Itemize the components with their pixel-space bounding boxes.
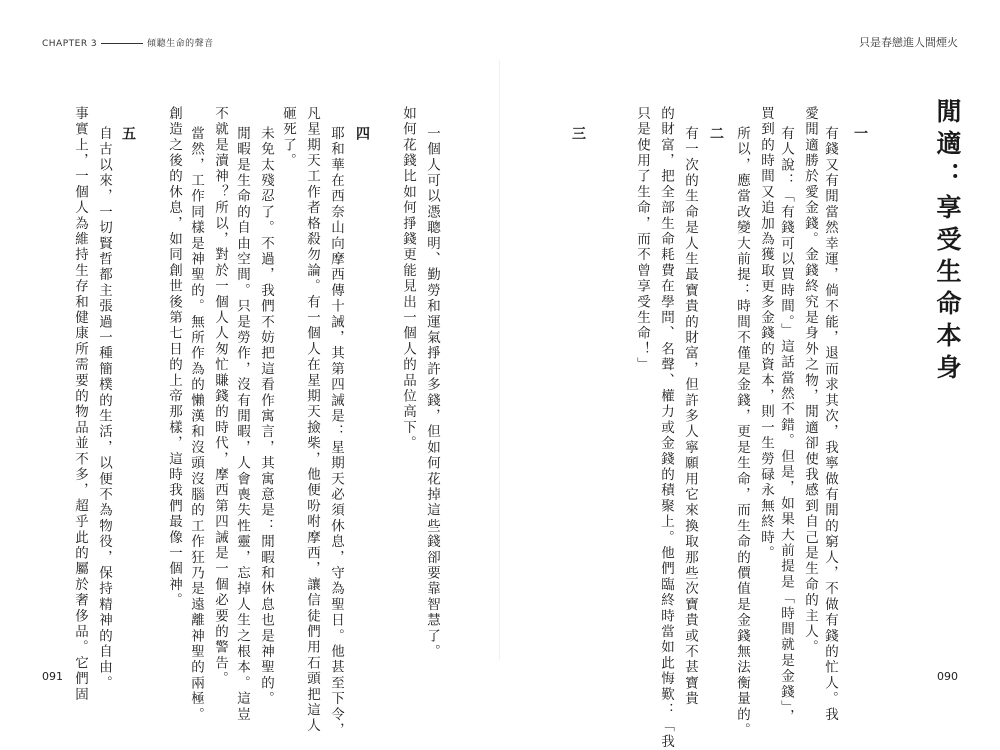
running-head-left xyxy=(42,36,214,49)
text-line: 砸死了。 xyxy=(280,106,296,169)
section-heading-5: 五 xyxy=(120,126,136,143)
text-line: 凡星期天工作者格殺勿論。有一個人在星期天撿柴，他便吩咐摩西，讓信徒們用石頭把這人 xyxy=(304,106,320,734)
text-line: 事實上，一個人為維持生存和健康所需要的物品並不多，超乎此的屬於奢侈品。它們固 xyxy=(72,106,88,703)
chapter-title: 傾聽生命的聲音 xyxy=(147,39,214,49)
text-line: 一個人可以憑聰明、勤勞和運氣掙許多錢，但如何花掉這些錢卻要靠智慧了。 xyxy=(424,126,440,660)
page-number-left: 091 xyxy=(42,670,63,683)
running-head-right: 只是春戀進人間煙火 xyxy=(859,36,958,49)
text-line: 創造之後的休息，如同創世後第七日的上帝那樣，這時我們最像一個神。 xyxy=(166,106,182,609)
text-line: 所以，應當改變大前提：時間不僅是金錢，更是生命，而生命的價值是金錢無法衡量的。 xyxy=(734,126,750,739)
text-line: 閒暇是生命的自由空間。只是勞作，沒有閒暇，人會喪失性靈，忘掉人生之根本。這豈 xyxy=(234,126,250,723)
text-line: 有人說：「有錢可以買時間。」這話當然不錯。但是，如果大前提是「時間就是金錢」， xyxy=(778,126,794,725)
section-heading-2: 二 xyxy=(708,126,724,143)
text-line: 的財富，把全部生命耗費在學問、名聲、權力或金錢的積聚上。他們臨終時當如此悔歎：「我 xyxy=(658,106,674,750)
chapter-label: CHAPTER 3 xyxy=(42,39,98,49)
section-heading-3: 三 xyxy=(570,126,586,143)
text-line: 買到的時間又追加為獲取更多金錢的資本，則一生勞碌永無終時。 xyxy=(758,106,774,562)
text-line: 當然，工作同樣是神聖的。無所作為的懶漢和沒頭沒腦的工作狂乃是遠離神聖的兩極。 xyxy=(188,126,204,723)
page-number-right: 090 xyxy=(937,670,958,683)
text-line: 有一次的生命是人生最寶貴的財富，但許多人寧願用它來換取那些次寶貴或不甚寶貴 xyxy=(682,126,698,707)
section-heading-1: 一 xyxy=(852,126,868,143)
essay-title: 閒適：享受生命本身 xyxy=(933,98,962,386)
section-heading-4: 四 xyxy=(354,126,370,143)
text-line: 未免太殘忍了。不過，我們不妨把這看作寓言，其寓意是：閒暇和休息也是神聖的。 xyxy=(258,126,274,707)
text-line: 自古以來，一切賢哲都主張過一種簡樸的生活，以便不為物役，保持精神的自由。 xyxy=(96,126,112,692)
text-line: 愛閒適勝於愛金錢。金錢終究是身外之物，閒適卻使我感到自己是生命的主人。 xyxy=(802,106,818,656)
text-line: 耶和華在西奈山向摩西傳十誡，其第四誡是：星期天必須休息，守為聖日。他甚至下令， xyxy=(328,126,344,739)
text-line: 如何花錢比如何掙錢更能見出一個人的品位高下。 xyxy=(400,106,416,452)
gutter-line xyxy=(499,60,500,660)
text-line: 有錢又有閒當然幸運，倘不能，退而求其次，我寧做有閒的窮人，不做有錢的忙人。我 xyxy=(822,126,838,723)
text-line: 只是使用了生命，而不曾享受生命！」 xyxy=(634,106,650,373)
text-line: 不就是瀆神？所以，對於一個人人匆忙賺錢的時代，摩西第四誡是一個必要的警告。 xyxy=(212,106,228,687)
header-rule xyxy=(101,43,143,44)
